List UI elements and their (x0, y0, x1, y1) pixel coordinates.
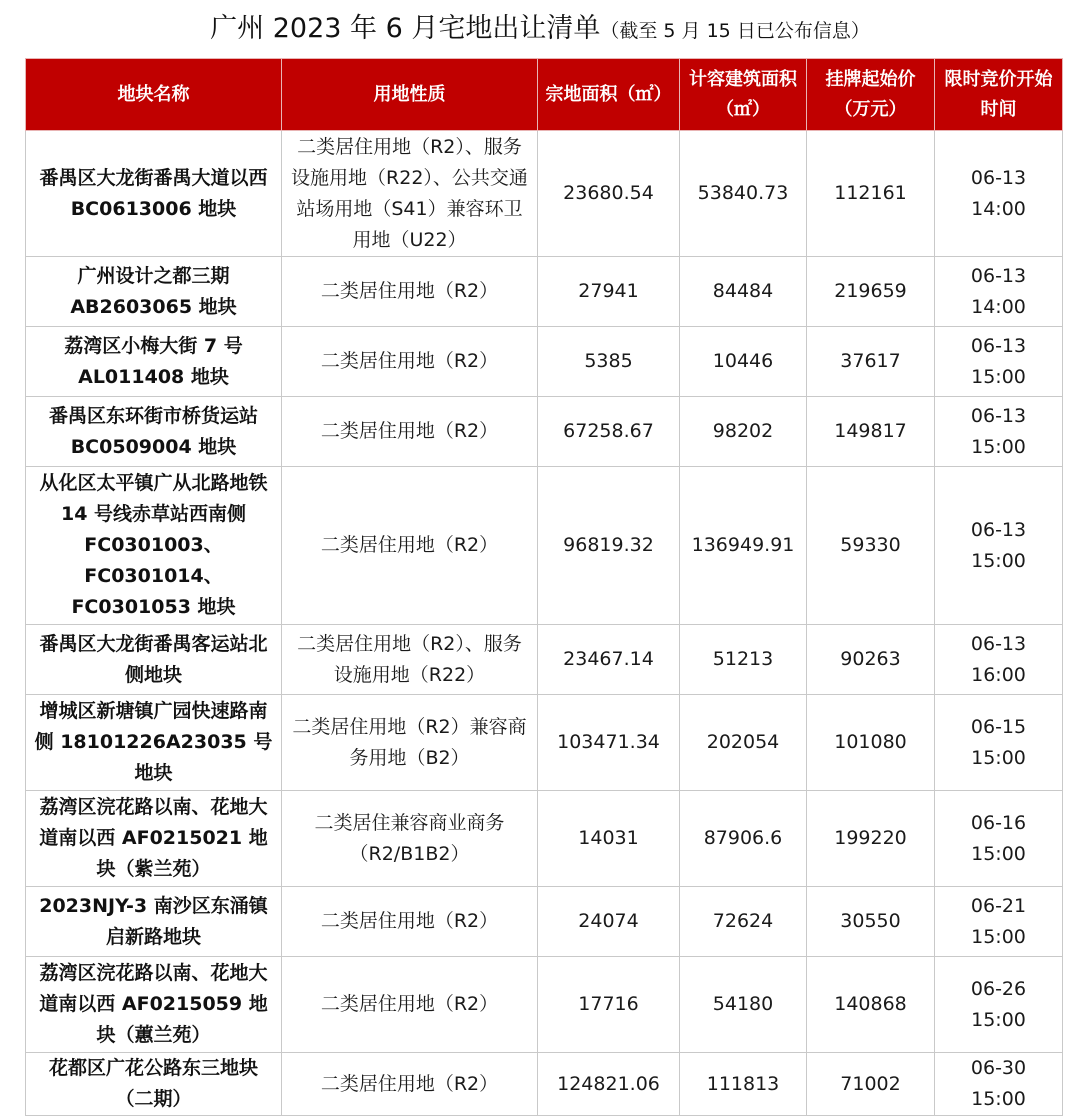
auction-clock: 15:00 (971, 842, 1026, 865)
auction-date: 06-21 (970, 894, 1027, 917)
cell-land-use: 二类居住用地（R2） (282, 467, 538, 625)
cell-auction-time (935, 397, 1063, 467)
cell-land-use: 二类居住用地（R2） (282, 257, 538, 327)
title-subtitle: （截至 5 月 15 日已公布信息） (600, 20, 870, 42)
cell-auction-time (935, 327, 1063, 397)
cell-start-price: 199220 (807, 791, 935, 887)
column-header-auction-time: 限时竞价开始时间 (935, 59, 1063, 131)
cell-start-price: 112161 (807, 131, 935, 257)
cell-auction-time (935, 625, 1063, 695)
table-row (26, 257, 1063, 327)
cell-land-use: 二类居住用地（R2） (282, 1053, 538, 1116)
auction-date: 06-13 (970, 334, 1027, 357)
table-row (26, 791, 1063, 887)
cell-start-price: 71002 (807, 1053, 935, 1116)
auction-date: 06-30 (970, 1057, 1027, 1079)
cell-land-use: 二类居住用地（R2） (282, 957, 538, 1053)
auction-clock: 14:00 (971, 197, 1026, 220)
title-main: 广州 2023 年 6 月宅地出让清单 (210, 13, 601, 44)
cell-site-area: 96819.32 (538, 467, 680, 625)
auction-date: 06-13 (970, 404, 1027, 427)
auction-clock: 15:00 (971, 549, 1026, 572)
auction-clock: 15:00 (971, 1088, 1026, 1110)
page-title (0, 6, 1080, 52)
cell-site-area: 27941 (538, 257, 680, 327)
auction-date: 06-13 (970, 264, 1027, 287)
auction-clock: 15:00 (971, 746, 1026, 769)
cell-auction-time (935, 257, 1063, 327)
cell-site-area: 23467.14 (538, 625, 680, 695)
cell-floor-area: 202054 (680, 695, 807, 791)
column-header-land-use: 用地性质 (282, 59, 538, 131)
column-header-start-price: 挂牌起始价（万元） (807, 59, 935, 131)
cell-site-area: 23680.54 (538, 131, 680, 257)
cell-auction-time (935, 695, 1063, 791)
cell-floor-area: 84484 (680, 257, 807, 327)
auction-clock: 15:00 (971, 435, 1026, 458)
cell-land-use: 二类居住用地（R2）兼容商务用地（B2） (282, 695, 538, 791)
auction-clock: 14:00 (971, 295, 1026, 318)
auction-clock: 15:00 (971, 1008, 1026, 1031)
cell-floor-area: 87906.6 (680, 791, 807, 887)
table-row (26, 625, 1063, 695)
cell-start-price: 140868 (807, 957, 935, 1053)
auction-date: 06-15 (970, 715, 1027, 738)
auction-date: 06-16 (970, 811, 1027, 834)
column-header-plot-name: 地块名称 (26, 59, 282, 131)
cell-floor-area: 10446 (680, 327, 807, 397)
auction-clock: 15:00 (971, 365, 1026, 388)
cell-land-use: 二类居住用地（R2） (282, 397, 538, 467)
cell-land-use: 二类居住用地（R2）、服务设施用地（R22） (282, 625, 538, 695)
cell-floor-area: 98202 (680, 397, 807, 467)
cell-start-price: 30550 (807, 887, 935, 957)
cell-site-area: 5385 (538, 327, 680, 397)
cell-floor-area: 51213 (680, 625, 807, 695)
column-header-site-area: 宗地面积（㎡） (538, 59, 680, 131)
cell-site-area: 67258.67 (538, 397, 680, 467)
table-row (26, 467, 1063, 625)
cell-auction-time (935, 467, 1063, 625)
cell-floor-area: 72624 (680, 887, 807, 957)
auction-date: 06-13 (970, 166, 1027, 189)
cell-floor-area: 111813 (680, 1053, 807, 1116)
cell-floor-area: 53840.73 (680, 131, 807, 257)
table-row (26, 887, 1063, 957)
table-row (26, 397, 1063, 467)
cell-land-use: 二类居住用地（R2） (282, 887, 538, 957)
cell-start-price: 101080 (807, 695, 935, 791)
cell-land-use: 二类居住用地（R2） (282, 327, 538, 397)
cell-plot-name: 番禺区东环街市桥货运站 BC0509004 地块 (26, 397, 282, 467)
cell-plot-name: 番禺区大龙街番禺大道以西 BC0613006 地块 (26, 131, 282, 257)
cell-plot-name: 番禺区大龙街番禺客运站北侧地块 (26, 625, 282, 695)
table-row (26, 1053, 1063, 1116)
cell-auction-time (935, 887, 1063, 957)
cell-land-use: 二类居住用地（R2）、服务设施用地（R22）、公共交通站场用地（S41）兼容环卫用地（U22） (282, 131, 538, 257)
cell-plot-name: 荔湾区小梅大街 7 号 AL011408 地块 (26, 327, 282, 397)
cell-start-price: 90263 (807, 625, 935, 695)
cell-land-use: 二类居住兼容商业商务（R2/B1B2） (282, 791, 538, 887)
cell-site-area: 24074 (538, 887, 680, 957)
land-auction-table (25, 58, 1063, 1116)
cell-plot-name: 增城区新塘镇广园快速路南侧 18101226A23035 号地块 (26, 695, 282, 791)
header-row (26, 59, 1063, 131)
cell-site-area: 124821.06 (538, 1053, 680, 1116)
cell-plot-name: 荔湾区浣花路以南、花地大道南以西 AF0215059 地块（蕙兰苑） (26, 957, 282, 1053)
table-row (26, 131, 1063, 257)
auction-clock: 15:00 (971, 925, 1026, 948)
cell-plot-name: 花都区广花公路东三地块（二期） (26, 1053, 282, 1116)
cell-floor-area: 54180 (680, 957, 807, 1053)
cell-site-area: 17716 (538, 957, 680, 1053)
table-body (26, 131, 1063, 1116)
table-row (26, 695, 1063, 791)
cell-auction-time (935, 131, 1063, 257)
auction-clock: 16:00 (971, 663, 1026, 686)
auction-date: 06-13 (970, 518, 1027, 541)
table-row (26, 957, 1063, 1053)
table-header (26, 59, 1063, 131)
cell-auction-time (935, 1053, 1063, 1116)
cell-start-price: 59330 (807, 467, 935, 625)
auction-date: 06-13 (970, 632, 1027, 655)
cell-site-area: 103471.34 (538, 695, 680, 791)
table-row (26, 327, 1063, 397)
cell-plot-name: 从化区太平镇广从北路地铁 14 号线赤草站西南侧 FC0301003、FC0301014、FC0301053 地块 (26, 467, 282, 625)
cell-plot-name: 广州设计之都三期 AB2603065 地块 (26, 257, 282, 327)
column-header-floor-area: 计容建筑面积（㎡） (680, 59, 807, 131)
cell-plot-name: 2023NJY-3 南沙区东涌镇启新路地块 (26, 887, 282, 957)
cell-start-price: 37617 (807, 327, 935, 397)
cell-site-area: 14031 (538, 791, 680, 887)
cell-auction-time (935, 957, 1063, 1053)
cell-plot-name: 荔湾区浣花路以南、花地大道南以西 AF0215021 地块（紫兰苑） (26, 791, 282, 887)
cell-start-price: 149817 (807, 397, 935, 467)
cell-auction-time (935, 791, 1063, 887)
cell-start-price: 219659 (807, 257, 935, 327)
cell-floor-area: 136949.91 (680, 467, 807, 625)
auction-date: 06-26 (970, 977, 1027, 1000)
